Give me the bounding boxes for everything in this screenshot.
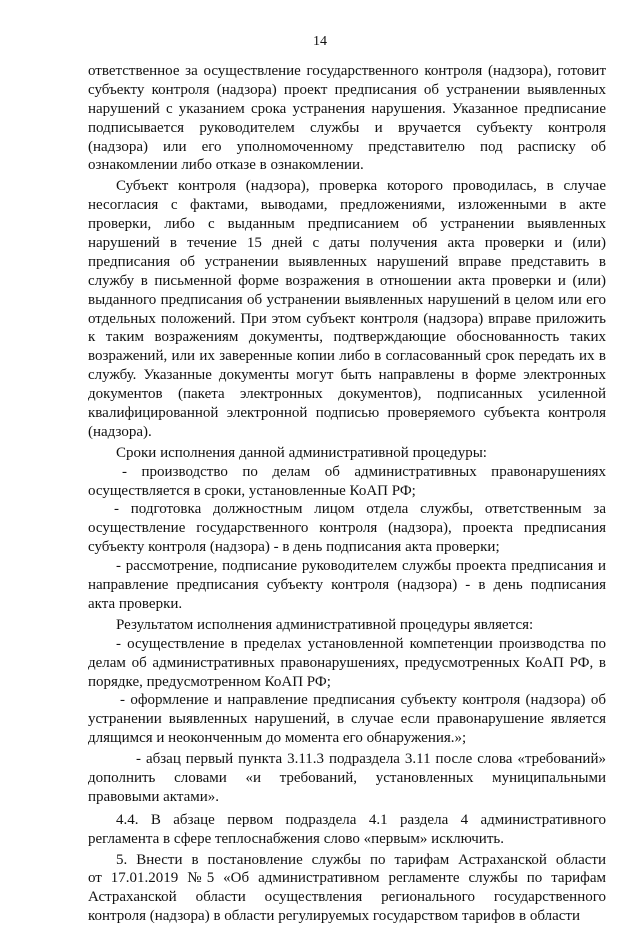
text-line: осуществляется в сроки, установленные КоАП РФ; <box>88 482 416 499</box>
text-line: дополнить словами «и требований, установленных муниципальными <box>88 769 606 786</box>
paragraph <box>88 691 606 748</box>
text-line: регламента в сфере теплоснабжения слово «первым» исключить. <box>88 830 504 847</box>
paragraph <box>88 62 606 175</box>
text-line: квалифицированной электронной подписью проверяемого субъекта контроля <box>88 405 606 422</box>
paragraph <box>88 851 606 926</box>
text-line: от 17.01.2019 №5 «Об административном регламенте службы по тарифам <box>88 870 606 887</box>
text-line: ознакомлении либо отказе в ознакомлении. <box>88 157 364 174</box>
text-line: - рассмотрение, подписание руководителем службы проекта предписания и <box>116 558 606 575</box>
paragraph <box>88 500 606 557</box>
text-line: предписания об устранении выявленных нарушений вправе представить в <box>88 253 606 270</box>
text-line: - абзац первый пункта 3.11.3 подраздела 3.11 после слова «требований» <box>136 751 606 768</box>
text-line: Субъект контроля (надзора), проверка которого проводилась, в случае <box>116 178 606 195</box>
text-line: осуществление государственного контроля (надзора), проекта предписания <box>88 520 606 537</box>
text-line: делам об административных правонарушениях, предусмотренных КоАП РФ, в <box>88 654 606 671</box>
text-line: устранении выявленных нарушений, в случае если правонарушение является <box>88 711 606 728</box>
text-line: службу. Указанные документы могут быть направлены в форме электронных <box>88 367 606 384</box>
text-line: правовыми актами». <box>88 788 220 805</box>
text-line: субъекту контроля (надзора) - в день подписания акта проверки; <box>88 539 500 556</box>
text-line: акта проверки. <box>88 595 183 612</box>
text-line: к таким возражениям документы, подтверждающие обоснованность таких <box>88 329 606 346</box>
text-line: Результатом исполнения административной процедуры является: <box>116 616 534 633</box>
text-line: несогласия с фактами, выводами, предложениями, изложенными в акте <box>88 197 606 214</box>
text-line: - подготовка должностным лицом отдела службы, ответственным за <box>114 501 606 518</box>
text-line: - осуществление в пределах установленной компетенции производства по <box>116 635 606 652</box>
paragraph <box>88 177 606 441</box>
text-line: 4.4. В абзаце первом подраздела 4.1 раздела 4 административного <box>116 811 606 828</box>
text-line: порядке, предусмотренном КоАП РФ; <box>88 673 331 690</box>
text-line: субъекту контроля (надзора) проект предписания об устранении выявленных <box>88 81 606 98</box>
paragraph <box>88 463 606 501</box>
paragraph <box>88 811 606 849</box>
text-line: ответственное за осуществление государственного контроля (надзора), готовит <box>88 63 606 79</box>
text-line: (надзора) или его уполномоченному представителю под расписку об <box>88 138 606 155</box>
paragraph <box>88 444 606 463</box>
text-line: - производство по делам об административных правонарушениях <box>122 463 606 480</box>
text-line: отдельных положений. При этом субъект контроля (надзора) вправе приложить <box>88 310 606 327</box>
text-line: Астраханской области осуществления регионального государственного <box>88 889 606 906</box>
text-line: выданного предписания об устранении выявленных нарушений в целом или его <box>88 291 606 308</box>
text-line: возражений, или их заверенные копии либо в согласованный срок передать их в <box>88 348 606 365</box>
document-body <box>88 62 606 926</box>
text-line: службу в письменной форме возражения в отношении акта проверки и (или) <box>88 272 606 289</box>
page-number: 14 <box>313 34 327 49</box>
text-line: направление предписания субъекту контроля (надзора) - в день подписания <box>88 577 606 594</box>
text-line: контроля (надзора) в области регулируемых государством тарифов в области <box>88 908 580 925</box>
text-line: длящимся и неоконченным до момента его обнаружения.»; <box>88 730 467 747</box>
text-line: (надзора). <box>88 423 152 440</box>
paragraph <box>88 635 606 692</box>
text-line: проверки, либо с выданным предписанием об устранении выявленных <box>88 216 606 233</box>
paragraph <box>88 750 606 807</box>
text-line: - оформление и направление предписания субъекту контроля (надзора) об <box>120 692 606 709</box>
text-line: документов (пакета электронных документов), подписанных усиленной <box>88 386 606 403</box>
paragraph <box>88 616 606 635</box>
paragraph <box>88 557 606 614</box>
text-line: Сроки исполнения данной административной процедуры: <box>116 444 487 461</box>
text-line: 5. Внести в постановление службы по тарифам Астраханской области <box>116 851 606 868</box>
text-line: нарушений с указанием срока устранения нарушения. Указанное предписание <box>88 100 606 117</box>
text-line: нарушений в течение 15 дней с даты получения акта проверки и (или) <box>88 235 606 252</box>
text-line: подписывается руководителем службы и вручается субъекту контроля <box>88 119 606 136</box>
